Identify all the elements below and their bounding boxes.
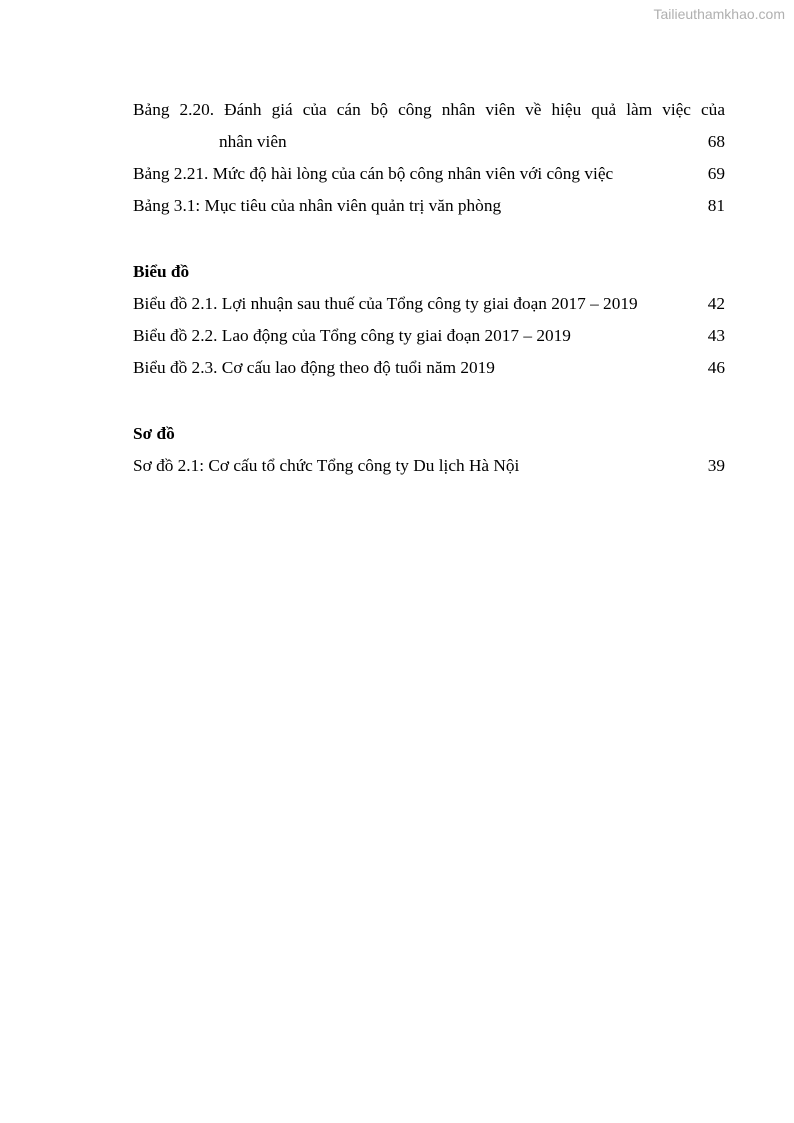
section-spacer <box>133 222 725 256</box>
toc-entry-table-2-21[interactable] <box>133 158 725 190</box>
section-heading-diagrams: Sơ đồ <box>133 424 175 443</box>
toc-entry-title: Bảng 2.21. Mức độ hài lòng của cán bộ công nhân viên với công việc <box>133 164 614 183</box>
toc-entry-chart-2-1[interactable] <box>133 288 725 320</box>
toc-entry-title: Bảng 3.1: Mục tiêu của nhân viên quản trị văn phòng <box>133 196 502 215</box>
toc-entry-title: Sơ đồ 2.1: Cơ cấu tổ chức Tổng công ty Du lịch Hà Nội <box>133 456 520 475</box>
toc-entry-title: Bảng 2.20. Đánh giá của cán bộ công nhân viên về hiệu quả làm việc của <box>133 100 725 119</box>
toc-entry-chart-2-3[interactable] <box>133 352 725 384</box>
toc-entry-table-2-20-line1[interactable] <box>133 94 725 126</box>
section-heading-charts: Biểu đồ <box>133 262 190 281</box>
toc-entry-page: 42 <box>707 294 725 313</box>
toc-entry-diagram-2-1[interactable] <box>133 450 725 482</box>
table-of-figures <box>133 94 725 482</box>
toc-entry-title: Biểu đồ 2.1. Lợi nhuận sau thuế của Tổng công ty giai đoạn 2017 – 2019 <box>133 294 638 313</box>
watermark: Tailieuthamkhao.com <box>653 6 785 22</box>
section-spacer <box>133 384 725 418</box>
toc-entry-page: 68 <box>707 132 725 151</box>
toc-entry-page: 69 <box>707 164 725 183</box>
toc-entry-chart-2-2[interactable] <box>133 320 725 352</box>
toc-entry-title: Biểu đồ 2.3. Cơ cấu lao động theo độ tuổi năm 2019 <box>133 358 495 377</box>
toc-entry-table-2-20-line2[interactable] <box>133 126 725 158</box>
toc-entry-table-3-1[interactable] <box>133 190 725 222</box>
toc-entry-title: Biểu đồ 2.2. Lao động của Tổng công ty giai đoạn 2017 – 2019 <box>133 326 571 345</box>
toc-entry-page: 39 <box>707 456 725 475</box>
toc-entry-page: 46 <box>707 358 725 377</box>
toc-entry-page: 43 <box>707 326 725 345</box>
toc-entry-title: nhân viên <box>219 132 287 151</box>
toc-entry-page: 81 <box>707 196 725 215</box>
